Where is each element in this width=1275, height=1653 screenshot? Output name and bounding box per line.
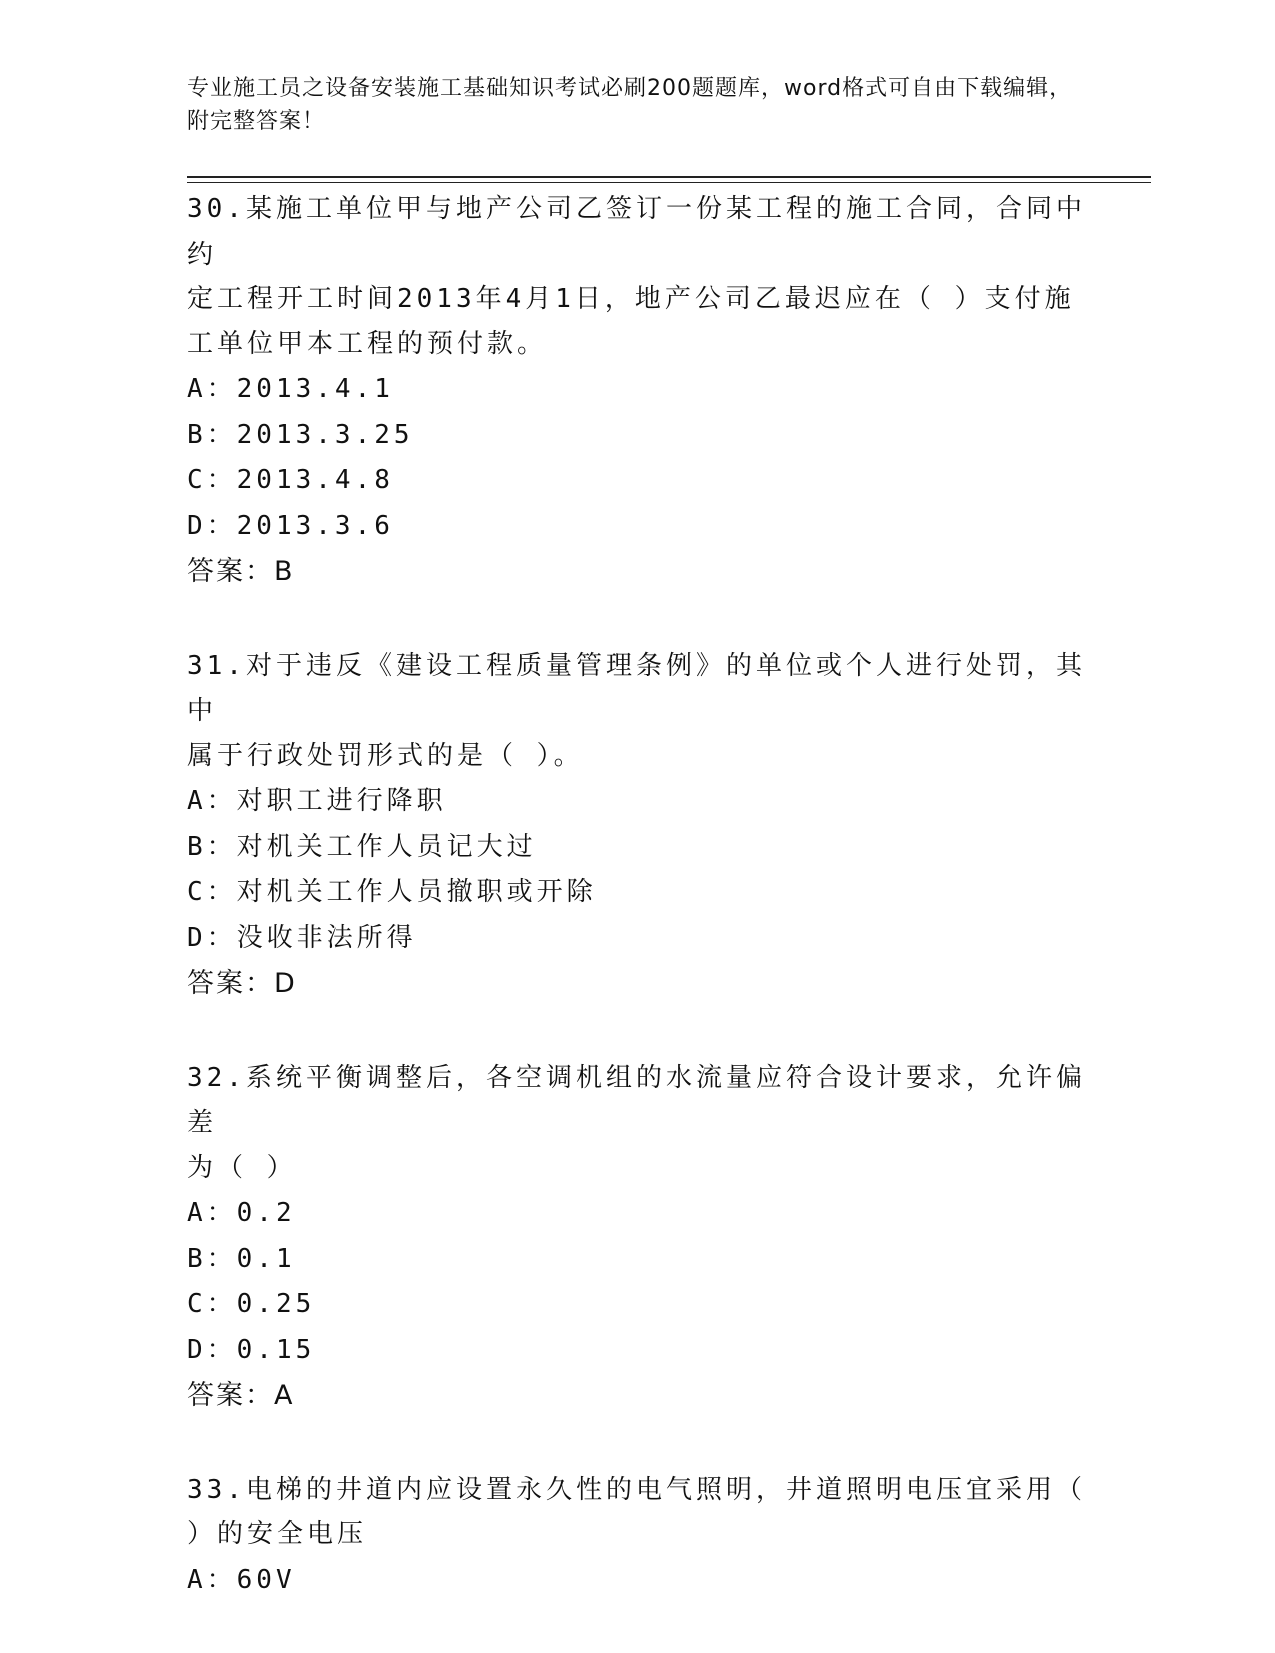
question-31 [187, 644, 1087, 1007]
option-d: D：0.15 [187, 1334, 316, 1365]
question-text-line: 31.对于违反《建设工程质量管理条例》的单位或个人进行处罚，其中 [187, 650, 1086, 726]
option-d: D：没收非法所得 [187, 922, 417, 953]
question-text-line: 工单位甲本工程的预付款。 [187, 328, 548, 359]
document-header-title: 专业施工员之设备安装施工基础知识考试必刷200题题库，word格式可自由下载编辑，附完整答案！ [187, 76, 1073, 134]
question-text-line: 定工程开工时间2013年4月1日，地产公司乙最迟应在（ ）支付施 [187, 284, 1075, 314]
answer-label: 答案：D [187, 968, 297, 999]
question-list [187, 188, 1087, 1653]
option-a: A：对职工进行降职 [187, 786, 447, 816]
question-30 [187, 187, 1087, 595]
question-text-line: 33.电梯的井道内应设置永久性的电气照明，井道照明电压宜采用（ [187, 1474, 1086, 1505]
answer-label: 答案：A [187, 1380, 295, 1411]
option-a: A：2013.4.1 [187, 374, 394, 404]
option-c: C：对机关工作人员撤职或开除 [187, 877, 597, 907]
option-d: D：2013.3.6 [187, 510, 394, 541]
question-32 [187, 1056, 1087, 1419]
option-b: B：0.1 [187, 1243, 296, 1274]
option-a: A：60V [187, 1564, 296, 1595]
option-b: B：2013.3.25 [187, 419, 414, 450]
question-text-line: 32.系统平衡调整后，各空调机组的水流量应符合设计要求，允许偏差 [187, 1062, 1086, 1138]
question-text-line: 为（ ） [187, 1152, 297, 1183]
question-text-line: ）的安全电压 [187, 1519, 368, 1549]
header-divider-thin [187, 182, 1151, 183]
header-divider-thick [187, 176, 1151, 178]
option-a: A：0.2 [187, 1198, 296, 1228]
option-b: B：对机关工作人员记大过 [187, 831, 537, 862]
option-c: C：2013.4.8 [187, 465, 394, 495]
option-c: C：0.25 [187, 1289, 316, 1319]
question-text-line: 属于行政处罚形式的是（ ）。 [187, 740, 584, 771]
question-text-line: 30.某施工单位甲与地产公司乙签订一份某工程的施工合同，合同中约 [187, 194, 1086, 270]
question-33 [187, 1468, 1087, 1604]
answer-label: 答案：B [187, 556, 295, 587]
